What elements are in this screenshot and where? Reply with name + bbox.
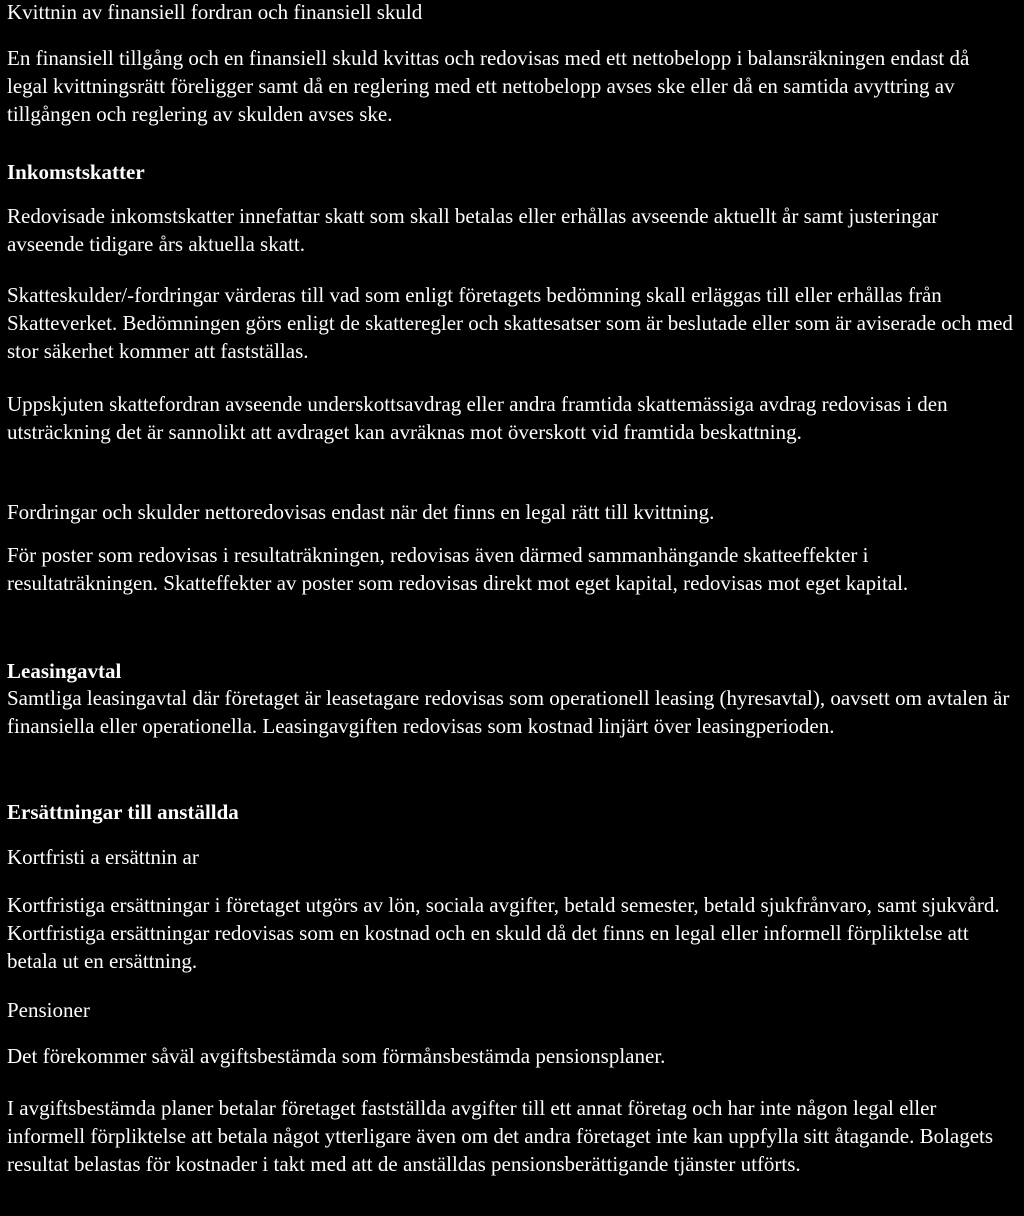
- paragraph-skatteeffekter: För poster som redovisas i resultaträkningen, redovisas även därmed sammanhängande skatteeffekter i resultaträkningen. Skatteffekter av poster som redovisas direkt mot eget kapital, redovisas mot eget kapital.: [7, 543, 909, 595]
- paragraph-uppskjuten-skatt: Uppskjuten skattefordran avseende underskottsavdrag eller andra framtida skattemässiga avdrag redovisas i den utsträckning det är sannolikt att avdraget kan avräknas mot överskott vid framtida beskattning.: [7, 392, 948, 444]
- paragraph-avgiftsbestamda: I avgiftsbestämda planer betalar företaget fastställda avgifter till ett annat företag och har inte någon legal eller informell förpliktelse att betala något ytterligare även om det andra företaget inte kan uppfylla sitt åtagande. Bolagets resultat belastas för kostnader i takt med att de anställdas pensionsberättigande tjänster utförts.: [7, 1096, 994, 1176]
- paragraph-redovisade-skatter: Redovisade inkomstskatter innefattar skatt som skall betalas eller erhållas avseende aktuellt år samt justeringar avseende tidigare års aktuella skatt.: [7, 204, 939, 256]
- subheading-kortfristiga: Kortfristi a ersättnin ar: [7, 845, 199, 869]
- paragraph-pensionsplaner: Det förekommer såväl avgiftsbestämda som förmånsbestämda pensionsplaner.: [7, 1044, 666, 1068]
- paragraph-nettoredovisning: Fordringar och skulder nettoredovisas endast när det finns en legal rätt till kvittning.: [7, 500, 715, 524]
- paragraph-skatteskulder: Skatteskulder/-fordringar värderas till vad som enligt företagets bedömning skall erläggas till eller erhållas från Skatteverket. Bedömningen görs enligt de skatteregler och skattesatser som är beslutade eller som är aviserade och med stor säkerhet kommer att fastställas.: [7, 283, 1013, 363]
- heading-ersattningar: Ersättningar till anställda: [7, 800, 239, 824]
- heading-leasingavtal: Leasingavtal: [7, 659, 122, 683]
- paragraph-kvittning: En finansiell tillgång och en finansiell skuld kvittas och redovisas med ett nettobelopp i balansräkningen endast då legal kvittningsrätt föreligger samt då en reglering med ett nettobelopp avses ske eller då en samtida avyttring av tillgången och reglering av skulden avses ske.: [7, 46, 970, 126]
- subheading-pensioner: Pensioner: [7, 998, 90, 1022]
- heading-inkomstskatter: Inkomstskatter: [7, 160, 145, 184]
- paragraph-kortfristiga: Kortfristiga ersättningar i företaget utgörs av lön, sociala avgifter, betald semester, betald sjukfrånvaro, samt sjukvård. Kortfristiga ersättningar redovisas som en kostnad och en skuld då det finns en legal eller informell förpliktelse att betala ut en ersättning.: [7, 893, 1000, 973]
- subheading-kvittning: Kvittnin av finansiell fordran och finansiell skuld: [7, 0, 423, 24]
- paragraph-leasingavtal: Samtliga leasingavtal där företaget är leasetagare redovisas som operationell leasing (hyresavtal), oavsett om avtalen är finansiella eller operationella. Leasingavgiften redovisas som kostnad linjärt över leasingperioden.: [7, 686, 1010, 738]
